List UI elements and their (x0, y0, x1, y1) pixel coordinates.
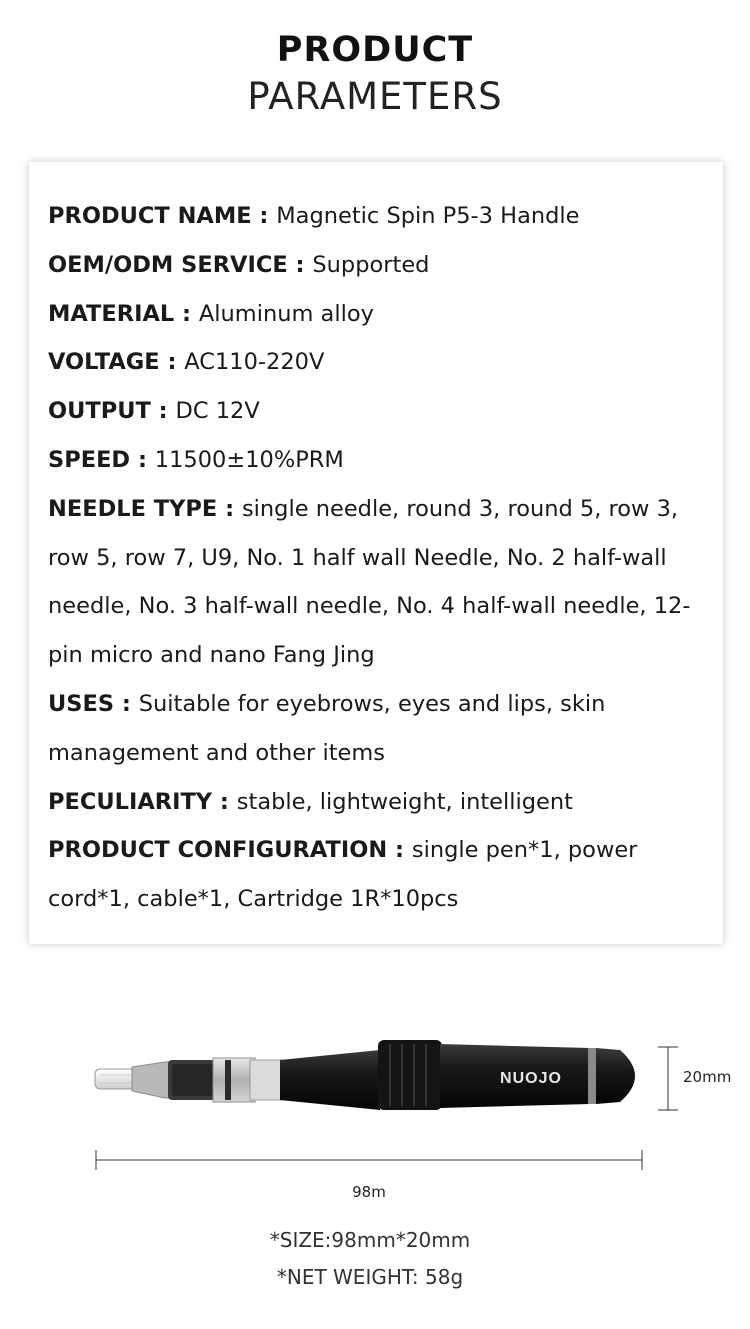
title-parameters: PARAMETERS (247, 75, 503, 118)
param-label: OEM/ODM SERVICE : (48, 251, 313, 278)
param-oem-odm-service (48, 241, 708, 290)
param-value: Supported (312, 251, 430, 278)
param-needle-type (48, 485, 708, 680)
param-label: NEEDLE TYPE : (48, 495, 242, 522)
param-label: USES : (48, 690, 139, 717)
param-value: stable, lightweight, intelligent (236, 788, 573, 815)
param-material (48, 290, 708, 339)
net-weight-note: *NET WEIGHT: 58g (276, 1265, 464, 1289)
param-value: single pen*1, power cord*1, cable*1, Cartridge 1R*10pcs (48, 837, 638, 913)
height-dimension-label: 20mm (683, 1068, 732, 1086)
param-label: SPEED : (48, 446, 155, 473)
needle-tip (95, 1069, 135, 1089)
size-note: *SIZE:98mm*20mm (269, 1228, 471, 1252)
param-value: Magnetic Spin P5-3 Handle (276, 203, 580, 229)
param-value: single needle, round 3, round 5, row 3, row 5, row 7, U9, No. 1 half wall Needle, No. 2 half-wall needle, No. 3 half-wall needle, No. 4 half-wall needle, 12-pin micro and nano Fang Jing (48, 495, 691, 669)
param-voltage (48, 338, 708, 387)
height-dimension-marker (658, 1047, 678, 1110)
cartridge (132, 1058, 282, 1102)
param-value: Aluminum alloy (198, 300, 374, 327)
param-label: PECULIARITY : (48, 788, 237, 815)
param-label: MATERIAL : (48, 300, 199, 327)
param-value: DC 12V (175, 398, 260, 425)
length-dimension-label: 98m (352, 1183, 386, 1201)
parameters-card (29, 162, 723, 944)
param-value: Suitable for eyebrows, eyes and lips, skin management and other items (48, 690, 606, 766)
param-speed (48, 436, 708, 485)
title-product: PRODUCT (276, 30, 474, 70)
param-label: PRODUCT CONFIGURATION : (48, 837, 412, 864)
param-product-configuration (48, 826, 708, 924)
brand-logo: NUOJO (500, 1070, 562, 1087)
param-label: OUTPUT : (48, 398, 176, 425)
param-value: 11500±10%PRM (154, 446, 344, 473)
param-product-name (48, 192, 708, 241)
param-uses (48, 680, 708, 778)
param-label: VOLTAGE : (48, 349, 185, 376)
param-peculiarity (48, 778, 708, 827)
param-value: AC110-220V (184, 349, 325, 376)
length-dimension-marker (96, 1150, 642, 1170)
parameters-list (48, 192, 708, 924)
param-output (48, 387, 708, 436)
pen-body (280, 1040, 635, 1110)
param-label: PRODUCT NAME : (48, 203, 277, 229)
